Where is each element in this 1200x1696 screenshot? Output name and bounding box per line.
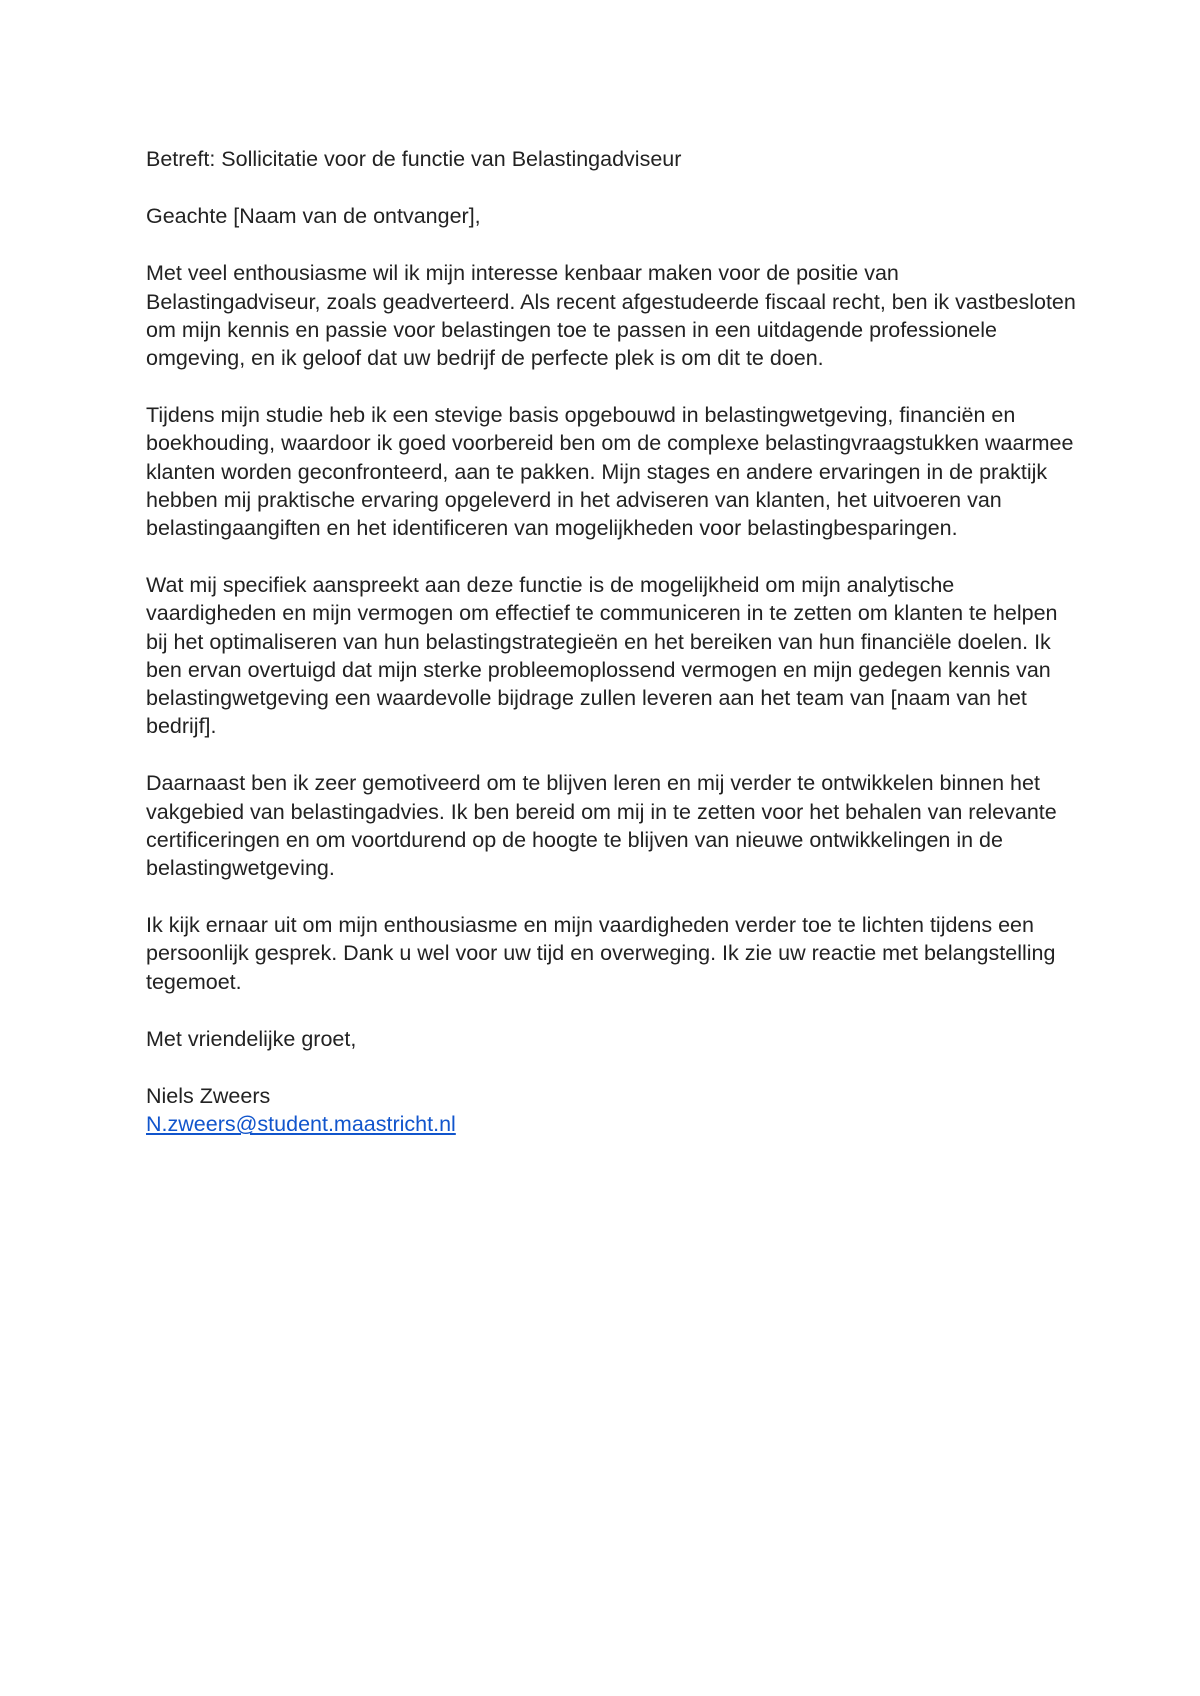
body-paragraph-1: Met veel enthousiasme wil ik mijn interesse kenbaar maken voor de positie van Belastingadviseur, zoals geadverteerd. Als recent afgestudeerde fiscaal recht, ben ik vastbesloten om mijn kennis en passie voor belastingen toe te passen in een uitdagende professionele omgeving, en ik geloof dat uw bedrijf de perfecte plek is om dit te doen. — [146, 261, 1076, 371]
letter-page — [146, 145, 1076, 1138]
body-paragraph-2: Tijdens mijn studie heb ik een stevige basis opgebouwd in belastingwetgeving, financiën en boekhouding, waardoor ik goed voorbereid ben om de complexe belastingvraagstukken waarmee klanten worden geconfronteerd, aan te pakken. Mijn stages en andere ervaringen in de praktijk hebben mij praktische ervaring opgeleverd in het adviseren van klanten, het uitvoeren van belastingaangiften en het identificeren van mogelijkheden voor belastingbesparingen. — [146, 403, 1074, 541]
signature-name: Niels Zweers — [146, 1084, 271, 1109]
body-paragraph-5: Ik kijk ernaar uit om mijn enthousiasme en mijn vaardigheden verder toe te lichten tijdens een persoonlijk gesprek. Dank u wel voor uw tijd en overweging. Ik zie uw reactie met belangstelling tegemoet. — [146, 913, 1056, 994]
body-paragraph-4: Daarnaast ben ik zeer gemotiveerd om te blijven leren en mij verder te ontwikkelen binnen het vakgebied van belastingadvies. Ik ben bereid om mij in te zetten voor het behalen van relevante certificeringen en om voortdurend op de hoogte te blijven van nieuwe ontwikkelingen in de belastingwetgeving. — [146, 771, 1057, 881]
subject-line: Betreft: Sollicitatie voor de functie van Belastingadviseur — [146, 147, 682, 171]
email-link[interactable]: N.zweers@student.maastricht.nl — [146, 1112, 456, 1137]
salutation: Geachte [Naam van de ontvanger], — [146, 204, 481, 229]
body-paragraph-3: Wat mij specifiek aanspreekt aan deze functie is de mogelijkheid om mijn analytische vaardigheden en mijn vermogen om effectief te communiceren in te zetten om klanten te helpen bij het optimaliseren van hun belastingstrategieën en het bereiken van hun financiële doelen. Ik ben ervan overtuigd dat mijn sterke probleemoplossend vermogen en mijn gedegen kennis van belastingwetgeving een waardevolle bijdrage zullen leveren aan het team van [naam van het bedrijf]. — [146, 573, 1058, 739]
closing: Met vriendelijke groet, — [146, 1026, 357, 1051]
